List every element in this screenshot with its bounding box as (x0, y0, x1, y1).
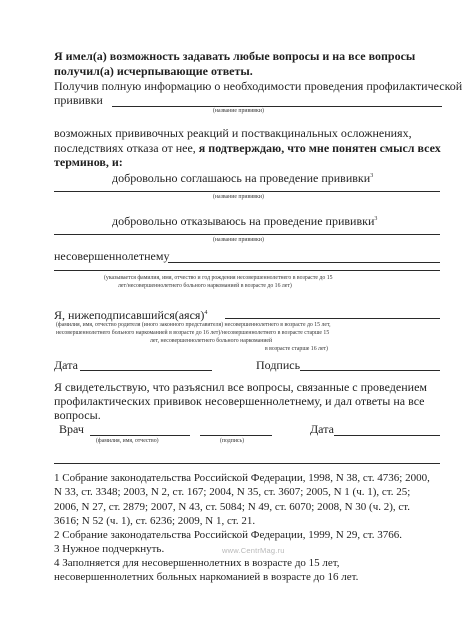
signer-caption-2: несовершеннолетнего больного наркоманией в возрасте до 16 лет)/несовершеннолетнего в возрасте старше 15 (56, 330, 330, 336)
doctor-label: Врач (59, 422, 84, 436)
reactions-line-2a: последствиях отказа от нее, (54, 141, 199, 155)
vaccine-caption-3: (название прививки) (213, 237, 264, 243)
intro-line-2: получил(а) исчерпывающие ответы. (54, 64, 253, 78)
footnote-1-line-3: 2006, N 27, ст. 2879; 2007, N 43, ст. 5084; N 49, ст. 6070; 2008, N 30 (ч. 2), ст. (54, 501, 411, 513)
certify-line-2: профилактических прививок несовершеннолетнему, и дал ответы на все (54, 394, 425, 408)
doctor-date-line[interactable] (334, 435, 440, 436)
vaccine-name-line-2[interactable] (54, 191, 440, 192)
signer-caption-3: лет, несовершеннолетнего больного наркоманией (150, 338, 273, 344)
doctor-date-label: Дата (310, 422, 334, 436)
refusal-text (112, 212, 377, 228)
vaccine-caption-1: (название прививки) (213, 108, 264, 114)
doctor-sign-caption: (подпись) (220, 438, 245, 444)
signer-text (54, 306, 207, 322)
vaccine-name-line-3[interactable] (54, 234, 440, 235)
signature-line[interactable] (300, 370, 440, 371)
certify-line-1: Я свидетельствую, что разъяснил все вопросы, связанные с проведением (54, 380, 427, 394)
signer-name-line[interactable] (225, 318, 440, 319)
refusal-label: добровольно отказываюсь на проведение прививки (112, 214, 375, 228)
footnote-1-line-2: N 33, ст. 3348; 2003, N 2, ст. 167; 2004, N 35, ст. 3607; 2005, N 1 (ч. 1), ст. 25; (54, 486, 411, 498)
certify-line-3: вопросы. (54, 408, 101, 422)
footnote-1-line-4: 3616; N 52 (ч. 1), ст. 6236; 2009, N 1, ст. 21. (54, 515, 256, 527)
signer-footnote-ref: 4 (204, 310, 208, 316)
vaccine-name-line-1[interactable] (112, 106, 442, 107)
footnote-4-line-2: несовершеннолетних больных наркоманией в возрасте до 16 лет. (54, 571, 359, 583)
footnote-2: 2 Собрание законодательства Российской Федерации, 1999, N 29, ст. 3766. (54, 529, 403, 541)
intro-line-3: Получив полную информацию о необходимости проведения профилактической (54, 79, 463, 93)
minor-caption-2: лет/несовершеннолетнего больного наркоманией в возрасте до 16 лет) (118, 283, 292, 289)
reactions-line-1: возможных прививочных реакций и поствакцинальных осложнениях, (54, 126, 412, 140)
footnote-3: 3 Нужное подчеркнуть. (54, 543, 165, 555)
signer-caption-4: в возрасте старше 16 лет) (265, 346, 328, 352)
doctor-name-caption: (фамилия, имя, отчество) (96, 438, 159, 444)
consent-footnote-ref: 3 (370, 173, 374, 179)
date-line[interactable] (80, 370, 212, 371)
signature-label: Подпись (256, 358, 301, 372)
minor-name-line[interactable] (168, 262, 440, 263)
minor-caption-1: (указывается фамилия, имя, отчество и год рождения несовершеннолетнего в возрасте до 15 (104, 275, 333, 281)
reactions-line-2 (54, 141, 441, 155)
vaccine-caption-2: (название прививки) (213, 194, 264, 200)
footnote-4-line-1: 4 Заполняется для несовершеннолетних в возрасте до 15 лет, (54, 557, 340, 569)
doctor-signature-line[interactable] (200, 435, 272, 436)
consent-label: добровольно соглашаюсь на проведение прививки (112, 171, 371, 185)
minor-label: несовершеннолетнему (54, 249, 170, 263)
watermark: www.CentrMag.ru (222, 546, 285, 555)
footnote-separator (54, 463, 440, 464)
signer-caption-1: (фамилия, имя, отчество родителя (иного законного представителя) несовершеннолетнего в возрасте до 15 лет, (56, 322, 331, 328)
doctor-name-line[interactable] (90, 435, 190, 436)
signer-label: Я, нижеподписавшийся(аяся) (54, 308, 205, 322)
footnote-1-line-1: 1 Собрание законодательства Российской Федерации, 1998, N 38, ст. 4736; 2000, (54, 472, 430, 484)
intro-line-1: Я имел(а) возможность задавать любые вопросы и на все вопросы (54, 49, 416, 63)
intro-line-4: прививки (54, 93, 103, 107)
date-label: Дата (54, 358, 78, 372)
refusal-footnote-ref: 3 (374, 216, 378, 222)
reactions-line-3: терминов, и: (54, 155, 123, 169)
consent-text (112, 169, 373, 185)
minor-name-line-2[interactable] (54, 270, 440, 271)
reactions-line-2b: я подтверждаю, что мне понятен смысл всех (198, 141, 441, 155)
